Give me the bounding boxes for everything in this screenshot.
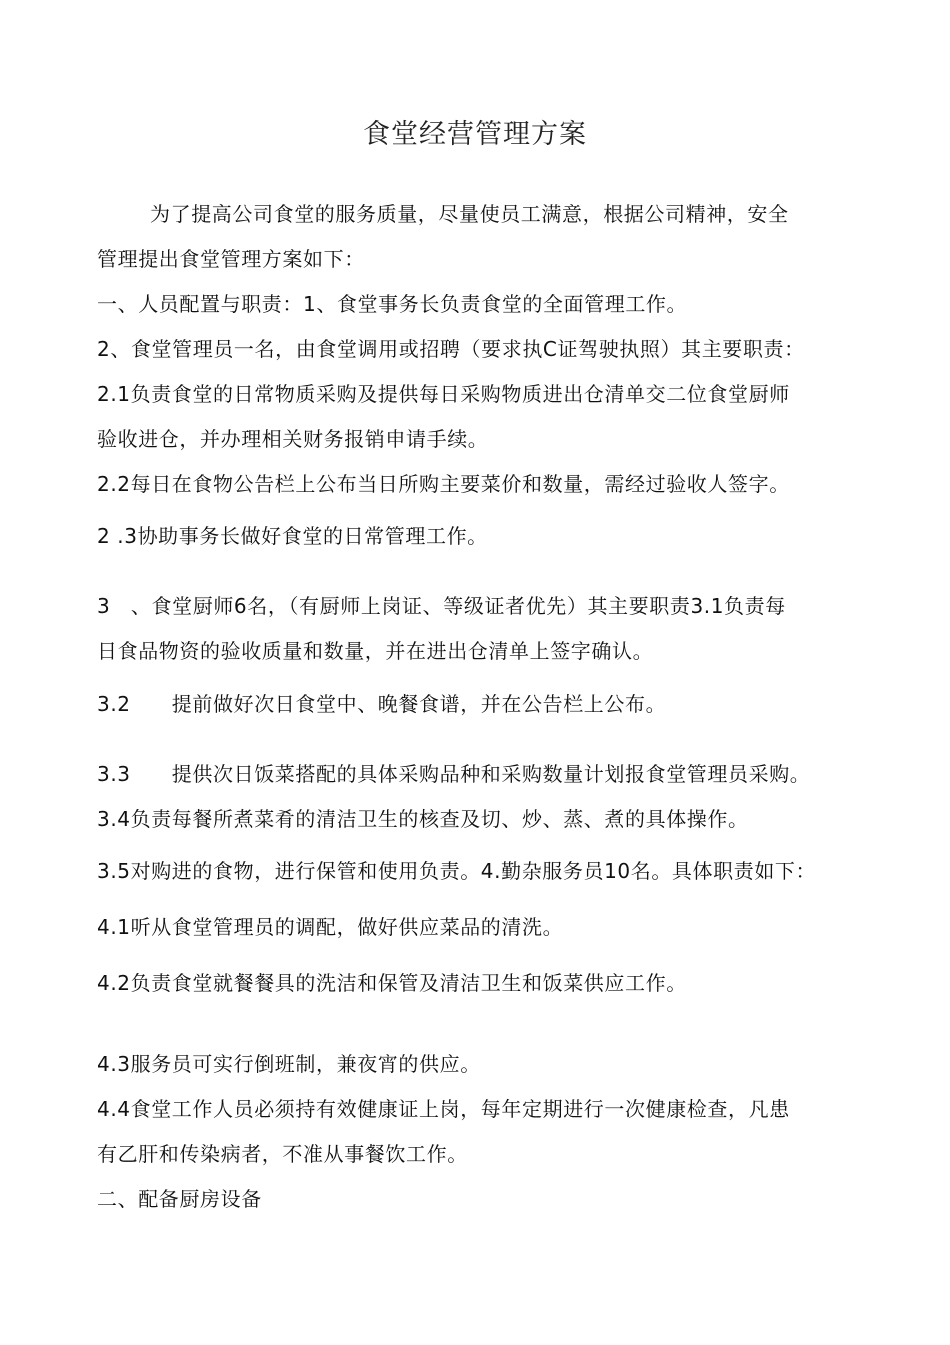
paragraph-line-7: 2.2每日在食物公告栏上公布当日所购主要菜价和数量，需经过验收人签字。 bbox=[97, 472, 790, 496]
paragraph-line-12: 3.3 提供次日饭菜搭配的具体采购品种和采购数量计划报食堂管理员采购。 bbox=[97, 762, 811, 786]
paragraph-line-16: 4.2负责食堂就餐餐具的洗洁和保管及清洁卫生和饭菜供应工作。 bbox=[97, 971, 687, 995]
paragraph-line-14: 3.5对购进的食物，进行保管和使用负责。4.勤杂服务员10名。具体职责如下： bbox=[97, 859, 817, 883]
paragraph-line-4: 2、食堂管理员一名，由食堂调用或招聘（要求执C证驾驶执照）其主要职责： bbox=[97, 337, 805, 361]
document-title: 食堂经营管理方案 bbox=[363, 119, 587, 150]
paragraph-line-9: 3 、食堂厨师6名，（有厨师上岗证、等级证者优先）其主要职责3.1负责每 bbox=[97, 594, 786, 618]
paragraph-line-10: 日食品物资的验收质量和数量，并在进出仓清单上签字确认。 bbox=[97, 639, 654, 663]
paragraph-line-8: 2 .3协助事务长做好食堂的日常管理工作。 bbox=[97, 524, 488, 548]
paragraph-line-2: 管理提出食堂管理方案如下： bbox=[97, 247, 365, 271]
paragraph-line-11: 3.2 提前做好次日食堂中、晚餐食谱，并在公告栏上公布。 bbox=[97, 692, 667, 716]
paragraph-line-13: 3.4负责每餐所煮菜肴的清洁卫生的核查及切、炒、蒸、煮的具体操作。 bbox=[97, 807, 749, 831]
paragraph-line-19: 有乙肝和传染病者，不准从事餐饮工作。 bbox=[97, 1142, 468, 1166]
paragraph-line-5: 2.1负责食堂的日常物质采购及提供每日采购物质进出仓清单交二位食堂厨师 bbox=[97, 382, 790, 406]
paragraph-line-6: 验收进仓，并办理相关财务报销申请手续。 bbox=[97, 427, 489, 451]
paragraph-line-17: 4.3服务员可实行倒班制，兼夜宵的供应。 bbox=[97, 1052, 481, 1076]
section-heading-1: 一、人员配置与职责：1、食堂事务长负责食堂的全面管理工作。 bbox=[97, 292, 688, 316]
paragraph-line-18: 4.4食堂工作人员必须持有效健康证上岗，每年定期进行一次健康检查，凡患 bbox=[97, 1097, 790, 1121]
paragraph-line-15: 4.1听从食堂管理员的调配，做好供应菜品的清洗。 bbox=[97, 915, 564, 939]
section-heading-2: 二、配备厨房设备 bbox=[97, 1187, 262, 1211]
paragraph-line-1: 为了提高公司食堂的服务质量，尽量使员工满意，根据公司精神，安全 bbox=[150, 202, 789, 226]
